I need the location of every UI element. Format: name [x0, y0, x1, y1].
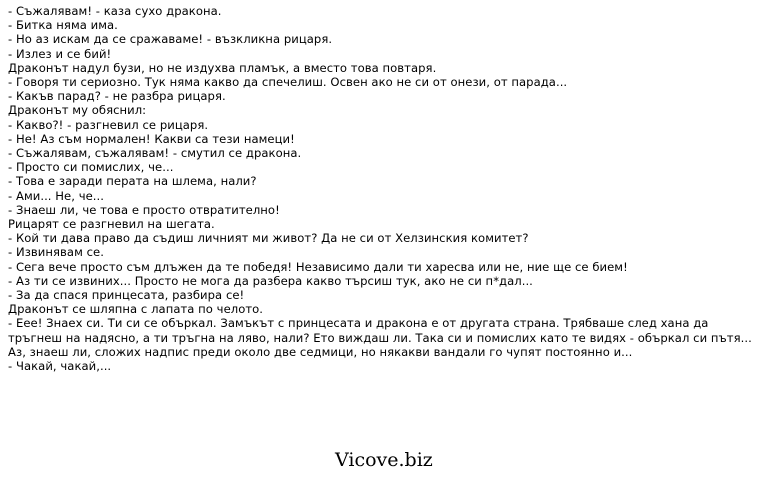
- story-line: Драконът му обяснил:: [8, 103, 147, 118]
- story-line: - За да спася принцесата, разбира се!: [8, 288, 245, 303]
- story-line: - Съжалявам, съжалявам! - смутил се дракона.: [8, 146, 302, 161]
- story-line: - Чакай, чакай,...: [8, 359, 112, 374]
- story-line: Рицарят се разгневил на шегата.: [8, 217, 215, 232]
- story-line: - Съжалявам! - каза сухо дракона.: [8, 4, 222, 18]
- story-line: - Аз ти се извиних... Просто не мога да разбера какво търсиш тук, ако не си п*дал...: [8, 273, 533, 288]
- story-line: - Извинявам се.: [8, 245, 104, 260]
- story-line: - Знаеш ли, че това е просто отвратително!: [8, 202, 280, 217]
- story-line: - Битка няма има.: [8, 18, 118, 33]
- story-line: - Ами... Не, че...: [8, 188, 104, 203]
- story-line: - Не! Аз съм нормален! Какви са тези намеци!: [8, 131, 295, 146]
- story-text: [8, 4, 756, 373]
- story-line: - Излез и се бий!: [8, 46, 112, 61]
- story-line: - Просто си помислих, че...: [8, 160, 174, 175]
- story-line: Драконът се шляпна с лапата по челото.: [8, 302, 264, 317]
- site-watermark: Vicove.biz: [335, 449, 433, 471]
- story-line: - Сега вече просто съм длъжен да те победя! Независимо дали ти харесва или не, ние ще се бием!: [8, 259, 628, 274]
- story-line: - Еее! Знаех си. Ти си се объркал. Замъкът с принцесата и дракона е от другата страна. Трябваше след хана да тръгнеш на надясно, а ти тръгна на ляво, нали? Ето виждаш ли. Така си и помислих като те видях - объркал си пътя... Аз, знаеш ли, сложих надпис преди около две седмици, но някакви вандали го чупят постоянно и...: [8, 316, 752, 359]
- story-line: - Кой ти дава право да съдиш личният ми живот? Да не си от Хелзинския комитет?: [8, 231, 529, 246]
- story-line: - Говоря ти сериозно. Тук няма какво да спечелиш. Освен ако не си от онези, от парада...: [8, 75, 568, 90]
- story-line: Драконът надул бузи, но не издухва пламък, а вместо това повтаря.: [8, 60, 437, 75]
- story-line: - Какво?! - разгневил се рицаря.: [8, 117, 209, 132]
- story-line: - Какъв парад? - не разбра рицаря.: [8, 89, 226, 104]
- story-line: - Това е заради перата на шлема, нали?: [8, 174, 257, 189]
- story-line: - Но аз искам да се сражаваме! - възкликна рицаря.: [8, 32, 333, 47]
